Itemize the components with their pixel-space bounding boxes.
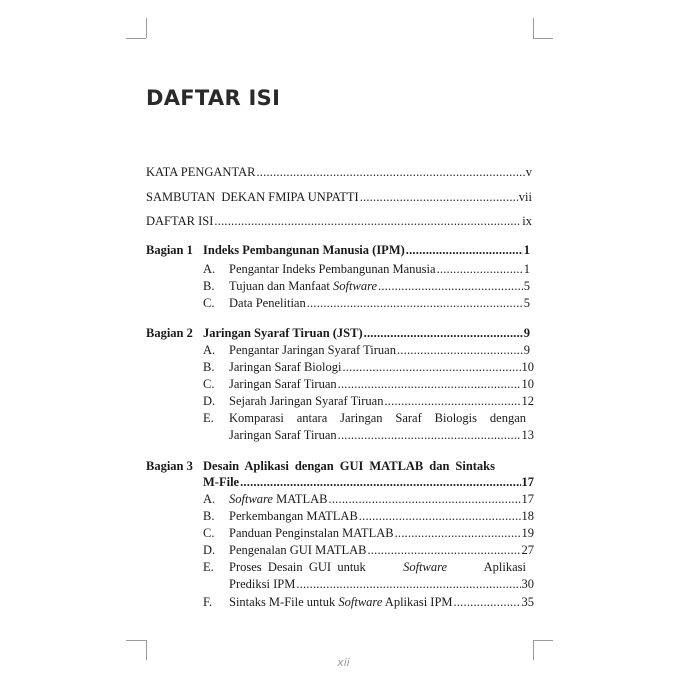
chapter-title-row — [203, 325, 530, 341]
toc-subentry — [229, 376, 534, 392]
crop-mark-top-right-h — [533, 38, 553, 39]
toc-entry-text: MATLAB — [272, 492, 328, 506]
toc-page-number: 12 — [521, 394, 534, 408]
toc-entry-text: Proses Desain GUI untuk — [229, 560, 369, 574]
toc-subentry — [229, 427, 534, 443]
chapter-title-row — [203, 474, 534, 490]
toc-entry-text: KATA PENGANTAR — [146, 165, 256, 179]
toc-page-number: 13 — [521, 428, 534, 442]
crop-mark-top-left-v — [146, 18, 147, 38]
toc-page-number: ix — [522, 214, 532, 228]
toc-page-number: 9 — [523, 326, 530, 340]
crop-mark-top-right-v — [533, 18, 534, 38]
item-letter: F. — [203, 595, 213, 609]
toc-entry-text: Aplikasi IPM — [382, 595, 453, 609]
item-letter: B. — [203, 509, 215, 523]
toc-subentry — [229, 393, 534, 409]
toc-page-number: 1 — [523, 262, 530, 276]
item-letter: D. — [203, 543, 216, 557]
item-letter: C. — [203, 296, 215, 310]
toc-entry-text: Aplikasi — [481, 560, 526, 574]
toc-subentry — [229, 525, 534, 541]
toc-entry-text: Panduan Penginstalan MATLAB — [229, 526, 394, 540]
toc-page-number: 5 — [523, 296, 530, 310]
toc-entry-text: Pengenalan GUI MATLAB — [229, 543, 367, 557]
toc-entry-text: Jaringan Saraf Tiruan — [229, 428, 337, 442]
toc-entry-text: Sejarah Jaringan Syaraf Tiruan — [229, 394, 384, 408]
toc-subentry — [229, 594, 534, 610]
toc-page-number: 18 — [521, 509, 534, 523]
item-letter: C. — [203, 526, 215, 540]
toc-entry-sambutan — [146, 189, 532, 205]
toc-subentry-line1 — [229, 559, 526, 575]
chapter-title: Jaringan Syaraf Tiruan (JST) — [203, 326, 363, 340]
item-letter: E. — [203, 560, 214, 574]
toc-subentry — [229, 508, 534, 524]
toc-page-number: 10 — [521, 360, 534, 374]
toc-entry-text: SAMBUTAN DEKAN FMIPA UNPATTI — [146, 190, 359, 204]
chapter-label: Bagian 3 — [146, 459, 193, 473]
item-letter: E. — [203, 411, 214, 425]
page-title: DAFTAR ISI — [146, 86, 281, 110]
toc-subentry — [229, 542, 534, 558]
page-number-footer: xii — [337, 656, 350, 669]
item-letter: C. — [203, 377, 215, 391]
toc-entry-text: Pengantar Indeks Pembangunan Manusia — [229, 262, 436, 276]
crop-mark-top-left-h — [126, 38, 146, 39]
chapter-title: Indeks Pembangunan Manusia (IPM) — [203, 243, 405, 257]
toc-page-number: v — [525, 165, 532, 179]
toc-subentry — [229, 491, 534, 507]
toc-entry-kata-pengantar — [146, 164, 532, 180]
toc-page-number: 35 — [521, 595, 534, 609]
toc-subentry — [229, 261, 530, 277]
toc-entry-text: Jaringan Saraf Tiruan — [229, 377, 337, 391]
toc-entry-text: Pengantar Jaringan Syaraf Tiruan — [229, 343, 396, 357]
chapter-title-line1: Desain Aplikasi dengan GUI MATLAB dan Sintaks — [203, 459, 495, 473]
toc-entry-italic: Software — [403, 560, 448, 574]
toc-subentry — [229, 295, 530, 311]
toc-page-number: 10 — [521, 377, 534, 391]
item-letter: B. — [203, 360, 215, 374]
toc-subentry — [229, 278, 530, 294]
chapter-label: Bagian 1 — [146, 243, 193, 257]
toc-page-number: 27 — [521, 543, 534, 557]
toc-entry-text: Jaringan Saraf Biologi — [229, 360, 342, 374]
toc-entry-text: Perkembangan MATLAB — [229, 509, 358, 523]
chapter-title-row — [203, 242, 530, 258]
toc-entry-text: Prediksi IPM — [229, 577, 296, 591]
toc-entry-text: Sintaks M-File untuk — [229, 595, 339, 609]
item-letter: D. — [203, 394, 216, 408]
item-letter: A. — [203, 262, 216, 276]
toc-page-number: 30 — [521, 577, 534, 591]
toc-page-number: 9 — [523, 343, 530, 357]
crop-mark-bottom-right-h — [533, 640, 553, 641]
toc-subentry-line1: Komparasi antara Jaringan Saraf Biologis dengan — [229, 411, 526, 425]
toc-subentry — [229, 576, 534, 592]
toc-page-number: 1 — [523, 243, 530, 257]
toc-page-number: 5 — [523, 279, 530, 293]
chapter-title: M-File — [203, 475, 240, 489]
toc-entry-text: Data Penelitian — [229, 296, 306, 310]
toc-entry-text: Tujuan dan Manfaat — [229, 279, 334, 293]
toc-entry-italic: Software — [229, 492, 273, 506]
toc-subentry — [229, 342, 530, 358]
toc-entry-text: DAFTAR ISI — [146, 214, 214, 228]
toc-entry-italic: Software — [338, 595, 383, 609]
toc-subentry — [229, 359, 534, 375]
crop-mark-bottom-left-h — [126, 640, 146, 641]
toc-entry-italic: Software — [333, 279, 378, 293]
item-letter: A. — [203, 492, 216, 506]
item-letter: B. — [203, 279, 215, 293]
toc-page-number: 17 — [521, 492, 534, 506]
chapter-label: Bagian 2 — [146, 326, 193, 340]
item-letter: A. — [203, 343, 216, 357]
toc-page-number: 19 — [521, 526, 534, 540]
toc-page-number: 17 — [521, 475, 534, 489]
toc-entry-daftar-isi — [146, 213, 532, 229]
toc-page-number: vii — [518, 190, 532, 204]
